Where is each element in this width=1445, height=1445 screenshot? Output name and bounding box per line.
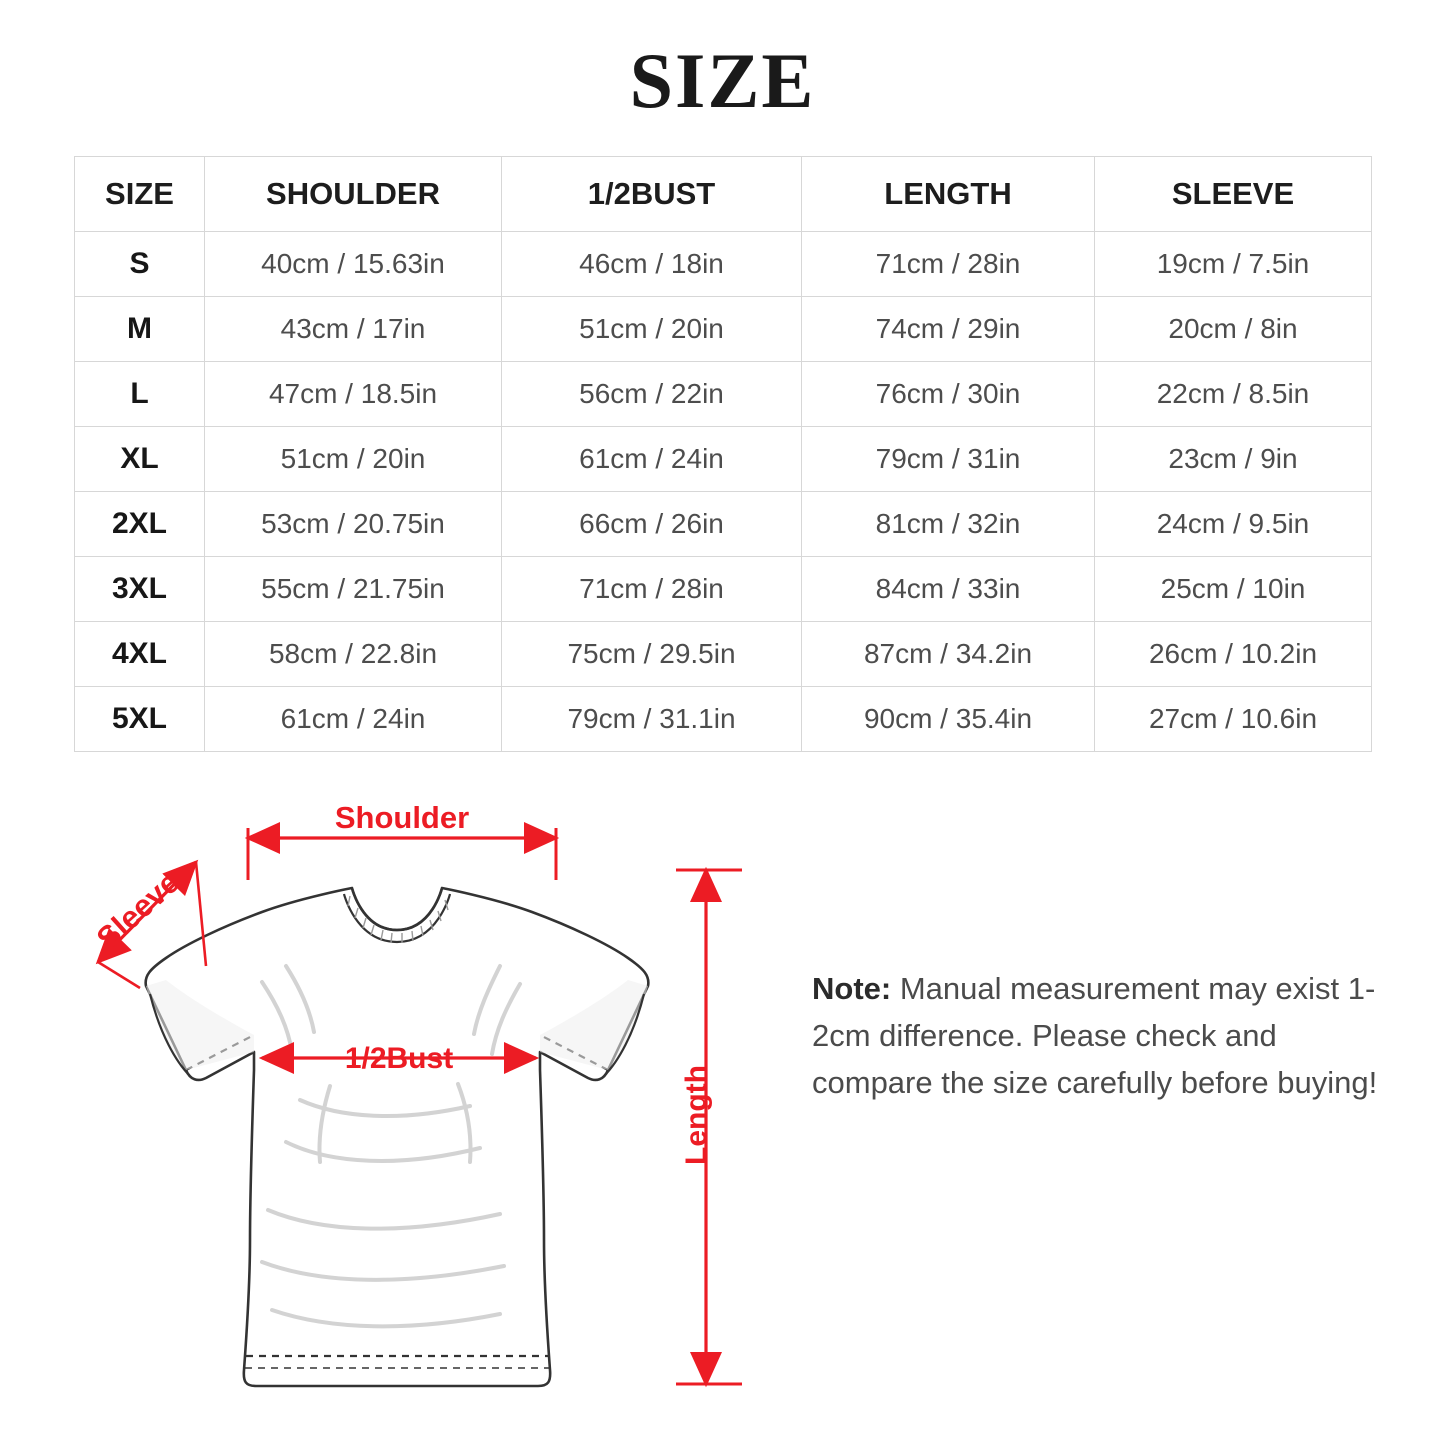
- cell-bust: 56cm / 22in: [502, 362, 802, 427]
- column-header-shoulder: SHOULDER: [205, 157, 502, 232]
- cell-shoulder: 53cm / 20.75in: [205, 492, 502, 557]
- cell-size: L: [75, 362, 205, 427]
- cell-shoulder: 58cm / 22.8in: [205, 622, 502, 687]
- column-header-sleeve: SLEEVE: [1095, 157, 1372, 232]
- cell-sleeve: 27cm / 10.6in: [1095, 687, 1372, 752]
- note-text: Manual measurement may exist 1-2cm difference. Please check and compare the size carefully before buying!: [812, 971, 1378, 1101]
- label-shoulder: Shoulder: [334, 800, 470, 835]
- cell-sleeve: 19cm / 7.5in: [1095, 232, 1372, 297]
- cell-sleeve: 25cm / 10in: [1095, 557, 1372, 622]
- cell-length: 81cm / 32in: [802, 492, 1095, 557]
- cell-size: XL: [75, 427, 205, 492]
- cell-bust: 66cm / 26in: [502, 492, 802, 557]
- cell-shoulder: 47cm / 18.5in: [205, 362, 502, 427]
- cell-bust: 61cm / 24in: [502, 427, 802, 492]
- cell-shoulder: 55cm / 21.75in: [205, 557, 502, 622]
- table-row: [75, 557, 1372, 622]
- cell-shoulder: 40cm / 15.63in: [205, 232, 502, 297]
- cell-size: 4XL: [75, 622, 205, 687]
- cell-length: 74cm / 29in: [802, 297, 1095, 362]
- cell-length: 79cm / 31in: [802, 427, 1095, 492]
- cell-length: 76cm / 30in: [802, 362, 1095, 427]
- tshirt-illustration: [146, 888, 649, 1386]
- table-row: [75, 622, 1372, 687]
- cell-bust: 46cm / 18in: [502, 232, 802, 297]
- column-header-size: SIZE: [75, 157, 205, 232]
- tshirt-measurement-diagram: [0, 770, 1445, 1445]
- cell-size: M: [75, 297, 205, 362]
- cell-shoulder: 43cm / 17in: [205, 297, 502, 362]
- table-row: [75, 687, 1372, 752]
- cell-length: 71cm / 28in: [802, 232, 1095, 297]
- table-row: [75, 362, 1372, 427]
- table-header-row: [75, 157, 1372, 232]
- cell-bust: 51cm / 20in: [502, 297, 802, 362]
- note-label: Note:: [812, 971, 892, 1006]
- page-title: SIZE: [629, 37, 816, 124]
- cell-size: 2XL: [75, 492, 205, 557]
- note-block: [812, 965, 1387, 1106]
- label-sleeve: Sleeve: [89, 864, 187, 957]
- cell-length: 87cm / 34.2in: [802, 622, 1095, 687]
- size-table: [74, 156, 1372, 752]
- cell-sleeve: 24cm / 9.5in: [1095, 492, 1372, 557]
- table-row: [75, 297, 1372, 362]
- cell-length: 90cm / 35.4in: [802, 687, 1095, 752]
- cell-sleeve: 23cm / 9in: [1095, 427, 1372, 492]
- column-header-bust: 1/2BUST: [502, 157, 802, 232]
- column-header-length: LENGTH: [802, 157, 1095, 232]
- label-length: Length: [680, 1065, 713, 1165]
- cell-sleeve: 26cm / 10.2in: [1095, 622, 1372, 687]
- cell-bust: 71cm / 28in: [502, 557, 802, 622]
- cell-length: 84cm / 33in: [802, 557, 1095, 622]
- table-row: [75, 232, 1372, 297]
- cell-sleeve: 20cm / 8in: [1095, 297, 1372, 362]
- cell-bust: 75cm / 29.5in: [502, 622, 802, 687]
- label-bust: 1/2Bust: [344, 1042, 454, 1075]
- cell-size: 5XL: [75, 687, 205, 752]
- cell-size: 3XL: [75, 557, 205, 622]
- table-row: [75, 427, 1372, 492]
- cell-size: S: [75, 232, 205, 297]
- cell-sleeve: 22cm / 8.5in: [1095, 362, 1372, 427]
- cell-bust: 79cm / 31.1in: [502, 687, 802, 752]
- table-row: [75, 492, 1372, 557]
- cell-shoulder: 61cm / 24in: [205, 687, 502, 752]
- cell-shoulder: 51cm / 20in: [205, 427, 502, 492]
